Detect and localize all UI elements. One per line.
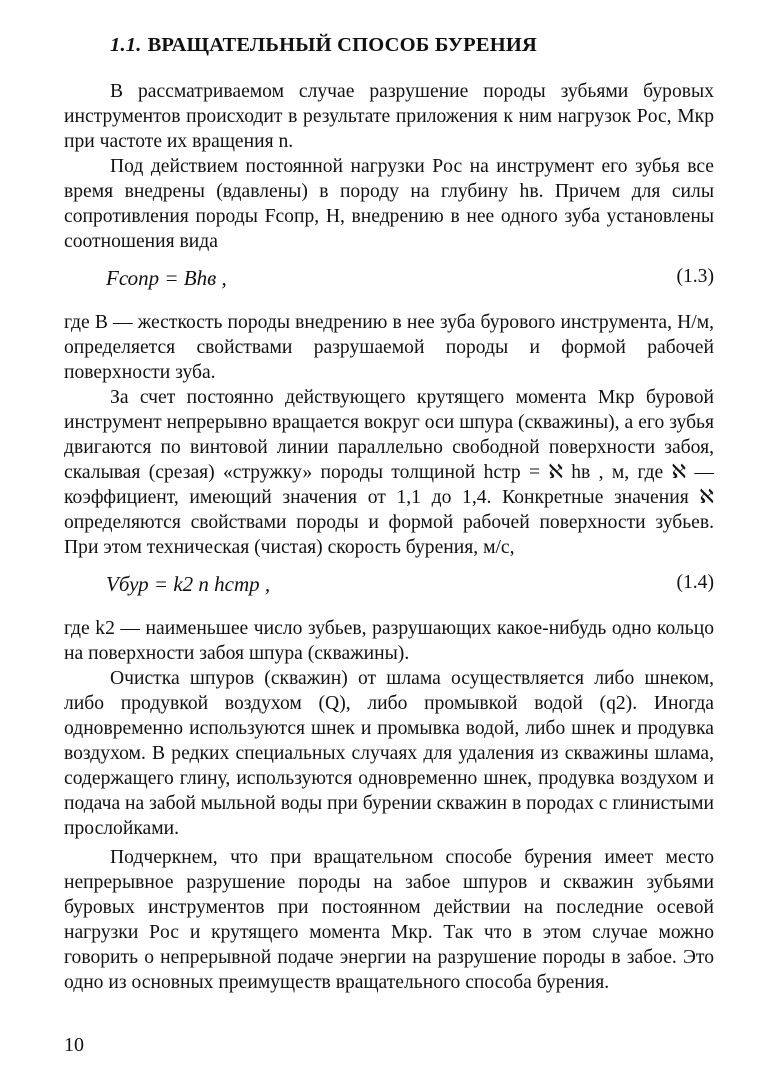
paragraph-3: где B — жесткость породы внедрению в нее зуба бурового инструмента, Н/м, определяется свойствами разрушаемой породы и формой рабочей поверхности зуба. [64, 312, 714, 383]
equation-1-3 [64, 260, 714, 300]
paragraph-1: В рассматриваемом случае разрушение породы зубьями буровых инструментов происходит в результате приложения к ним нагрузок Pос, Mкр при частоте их вращения n. [64, 81, 714, 152]
paragraph-7: Подчеркнем, что при вращательном способе бурения имеет место непрерывное разрушение породы на забое шпуров и скважин зубьями буровых инструментов при постоянном действии на последние осевой нагрузки Pос и крутящего момента Mкр. Так что в этом случае можно говорить о непрерывной подаче энергии на разрушение породы в забое. Это одно из основных преимуществ вращательного способа бурения. [64, 847, 714, 993]
section-number: 1.1. [110, 34, 142, 56]
equation-1-4-formula: Vбур = k2 n hстр , [106, 572, 271, 596]
section-title: ВРАЩАТЕЛЬНЫЙ СПОСОБ БУРЕНИЯ [147, 34, 538, 56]
equation-1-3-formula: Fсопр = Bhв , [106, 266, 227, 290]
paragraph-4: За счет постоянно действующего крутящего момента Mкр буровой инструмент непрерывно вращается вокруг оси шпура (скважины), а его зубья двигаются по винтовой линии параллельно свободной поверхности забоя, скалывая (срезая) «стружку» породы толщиной hстр = ℵ hв , м, где ℵ — коэффициент, имеющий значения от 1,1 до 1,4. Конкретные значения ℵ определяются свойствами породы и формой рабочей поверхности зубьев. При этом техническая (чистая) скорость бурения, м/с, [64, 387, 714, 558]
paragraph-5: где k2 — наименьшее число зубьев, разрушающих какое-нибудь одно кольцо на поверхности забоя шпура (скважины). [64, 618, 714, 664]
paragraph-2: Под действием постоянной нагрузки Pос на инструмент его зубья все время внедрены (вдавлены) в породу на глубину hв. Причем для силы сопротивления породы Fсопр, Н, внедрению в нее одного зуба установлены соотношения вида [64, 156, 714, 252]
equation-1-3-number: (1.3) [676, 266, 714, 287]
equation-1-4-number: (1.4) [676, 572, 714, 593]
paragraph-6: Очистка шпуров (скважин) от шлама осуществляется либо шнеком, либо продувкой воздухом (Q), либо промывкой водой (q2). Иногда одновременно используются шнек и промывка водой, либо шнек и продувка воздухом. В редких специальных случаях для удаления из скважины шлама, содержащего глину, используются одновременно шнек, продувка воздухом и подача на забой мыльной воды при бурении скважин в породах с глинистыми прослойками. [64, 668, 714, 839]
equation-1-4 [64, 566, 714, 606]
section-heading [64, 34, 714, 57]
page-number: 10 [64, 1034, 84, 1056]
